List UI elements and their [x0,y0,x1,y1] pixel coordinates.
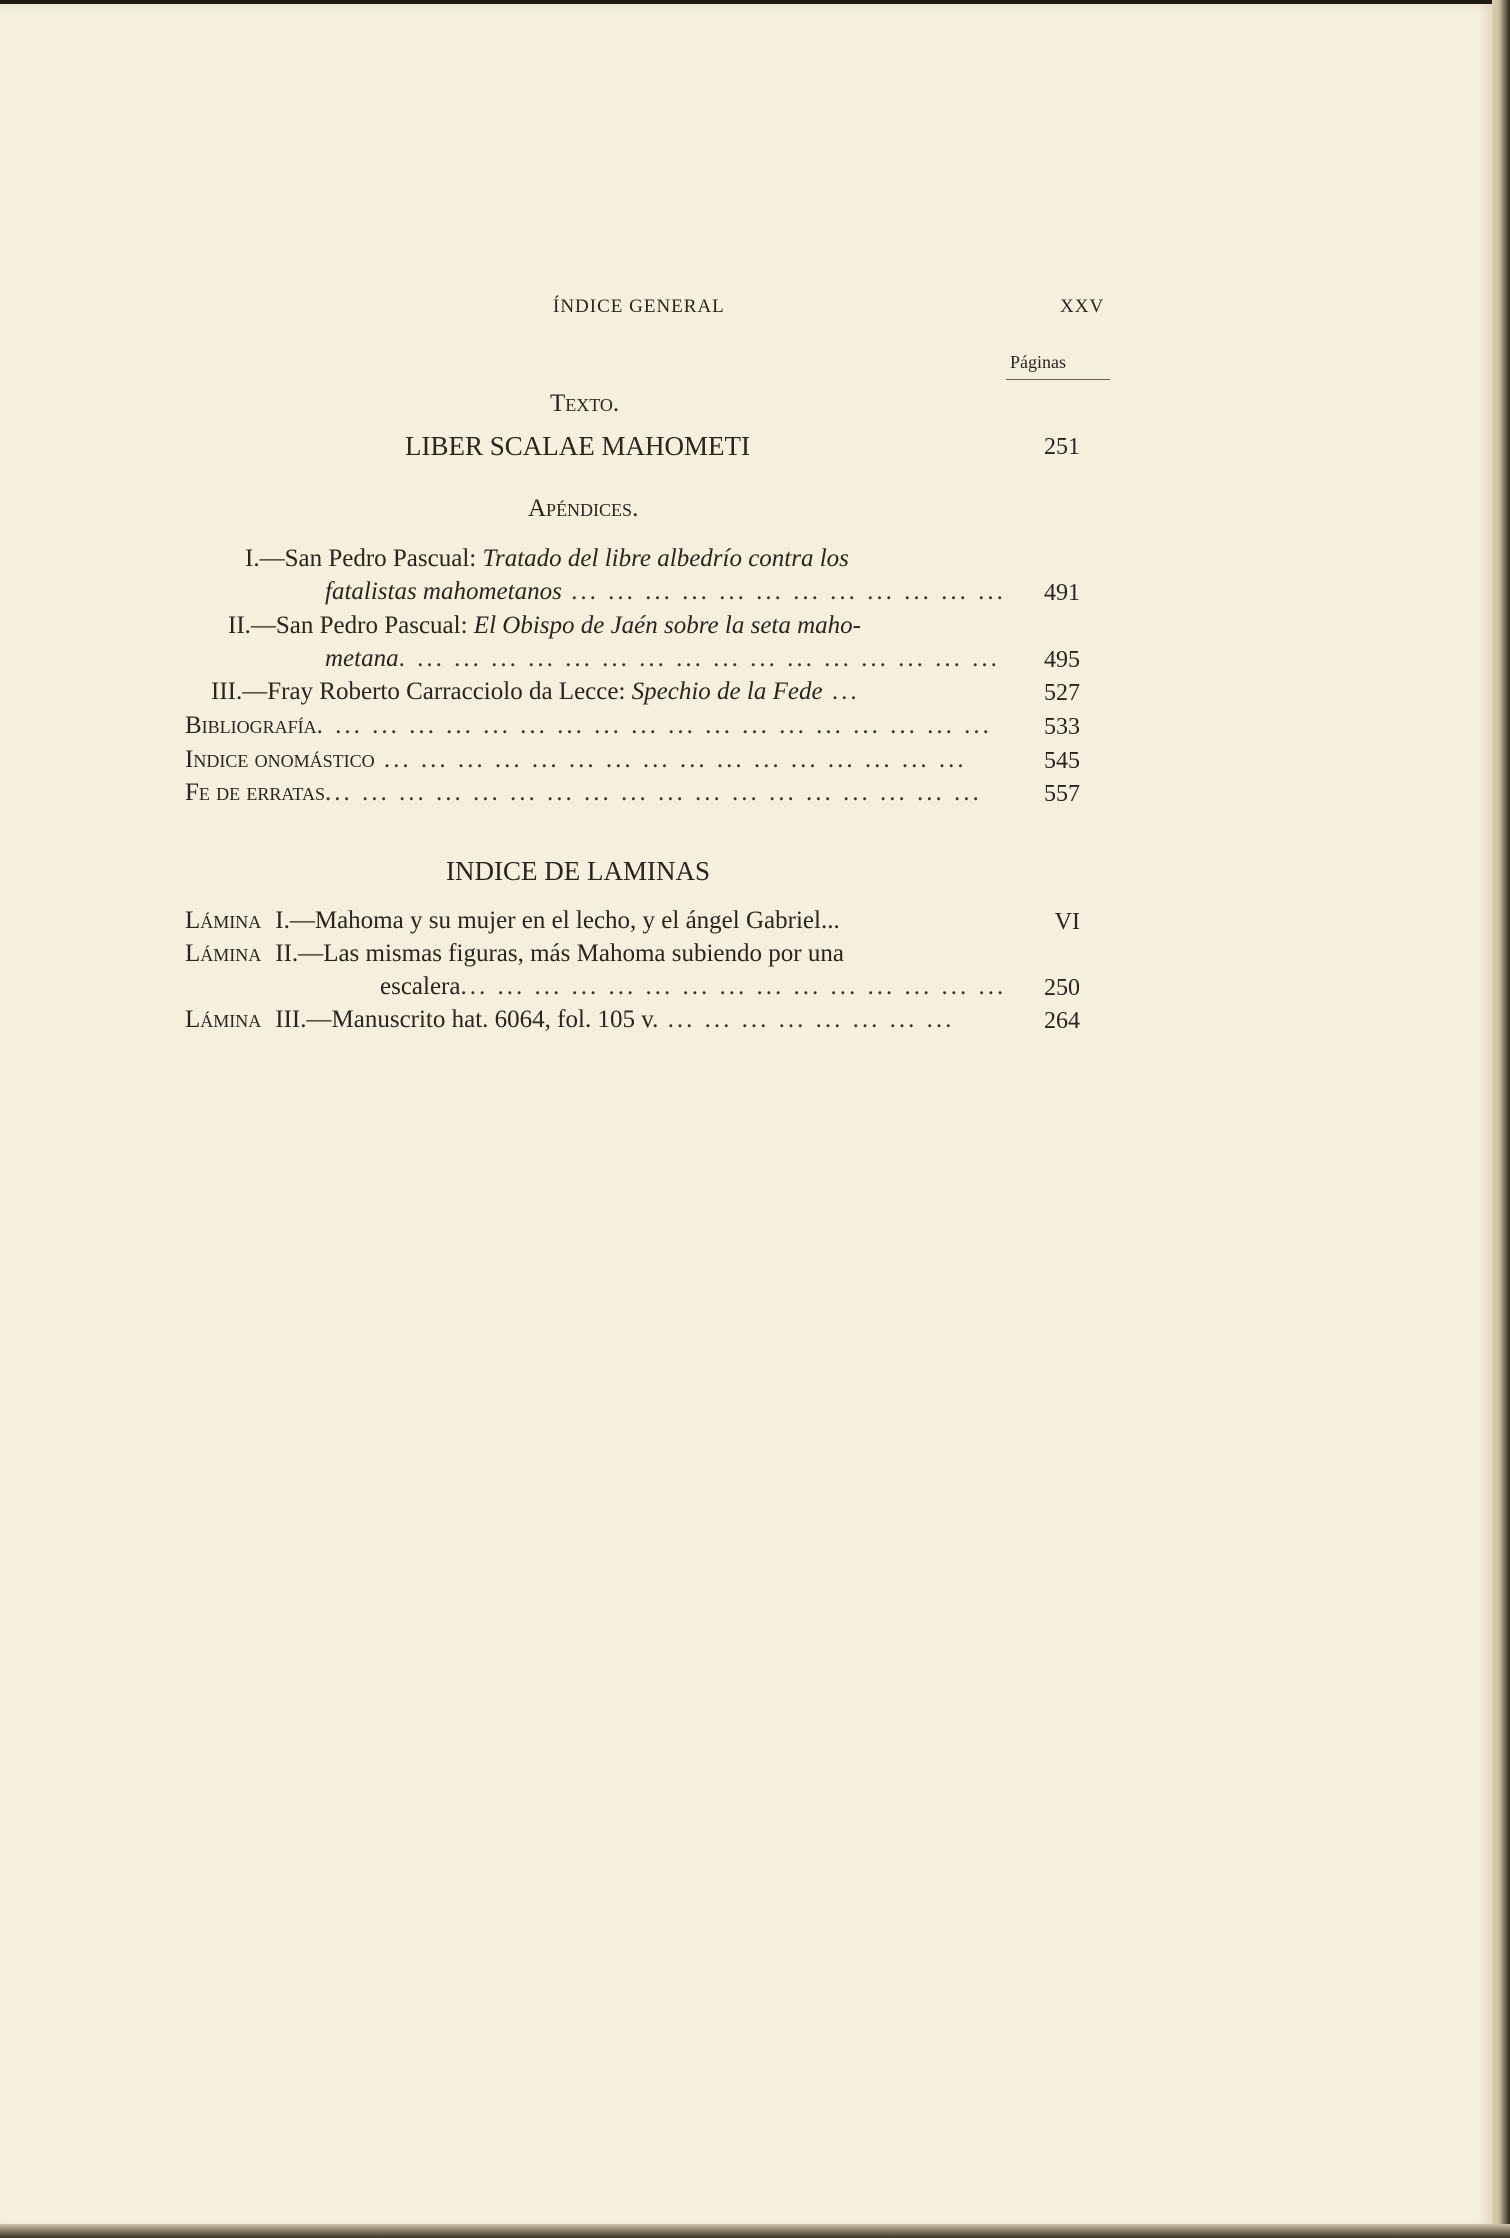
apendice-1-title-line2: fatalistas mahometanos [325,578,562,605]
page-numeral: XXV [1060,296,1105,317]
apendice-2-title-line2: metana [325,645,399,672]
lamina-3-label: Lámina [185,1006,262,1033]
indice-onomastico-entry [185,746,967,774]
fe-de-erratas-label: Fe de erratas [185,779,325,806]
apendice-2-leader: . ... ... ... ... ... ... ... ... ... ... ... ... ... ... ... ... [398,645,1000,672]
apendice-1-author: San Pedro Pascual: [284,545,483,572]
lamina-2-line2 [380,973,1006,1001]
pages-column-label: Páginas [1010,352,1066,372]
lamina-3-number: III.— [275,1006,332,1033]
apendices-section-label: Apéndices. [528,495,639,522]
lamina-2-line1 [185,940,844,968]
indice-onomastico-label: Indice onomástico [185,746,375,773]
lamina-2-text: Las mismas figuras, más Mahoma subiendo por una [323,940,844,967]
indice-onomastico-leader: ... ... ... ... ... ... ... ... ... ... ... ... ... ... ... ... [374,746,967,773]
book-page [0,4,1492,2230]
indice-onomastico-page: 545 [1044,748,1080,774]
apendice-2-line1 [228,612,861,640]
apendice-3-line1 [211,678,860,706]
apendice-1-title-line1: Tratado del libre albedrío contra los [482,545,849,572]
texto-entry-title: LIBER SCALAE MAHOMETI [405,431,750,461]
texto-entry-page: 251 [1044,434,1080,460]
apendice-1-page: 491 [1044,580,1080,606]
apendice-3-leader: ... [822,678,860,705]
running-title: ÍNDICE GENERAL [553,296,725,317]
fe-de-erratas-leader: ... ... ... ... ... ... ... ... ... ... ... ... ... ... ... ... ... ... [324,779,982,806]
fe-de-erratas-entry [185,779,982,807]
apendice-3-page: 527 [1044,680,1080,706]
apendice-2-number: II.— [228,612,276,639]
lamina-2-number: II.— [275,940,324,967]
lamina-1-page: VI [1054,909,1080,935]
apendice-3-author: Fray Roberto Carracciolo da Lecce: [267,678,632,705]
lamina-3-leader: ... ... ... ... ... ... ... ... [658,1006,955,1033]
apendice-1-line2 [325,578,1006,606]
page-edge-bottom [0,2224,1510,2238]
texto-section-label: Texto. [550,390,620,417]
fe-de-erratas-page: 557 [1044,781,1080,807]
apendice-1-line1 [245,545,849,573]
apendice-2-title-line1: El Obispo de Jaén sobre la seta maho- [473,612,862,639]
lamina-2-page: 250 [1044,975,1080,1001]
apendice-3-number: III.— [211,678,268,705]
pages-label-rule [1006,379,1110,380]
lamina-3-text: Manuscrito hat. 6064, fol. 105 v. [331,1006,659,1033]
bibliografia-label: Bibliografía [185,712,317,739]
apendice-2-author: San Pedro Pascual: [275,612,474,639]
lamina-1-text: Mahoma y su mujer en el lecho, y el ángel Gabriel... [314,907,840,934]
lamina-1-line1 [185,907,840,935]
page-edge-right [1492,0,1510,2238]
bibliografia-entry [185,712,992,740]
apendice-3-title-line1: Spechio de la Fede [631,678,823,705]
lamina-1-label: Lámina [185,907,262,934]
lamina-1-number: I.— [275,907,315,934]
lamina-2-label: Lámina [185,940,262,967]
apendice-1-leader: ... ... ... ... ... ... ... ... ... ... ... ... [561,578,1006,605]
lamina-2-text-line2: escalera [380,973,461,1000]
laminas-heading: INDICE DE LAMINAS [446,856,710,886]
bibliografia-page: 533 [1044,714,1080,740]
apendice-1-number: I.— [245,545,285,572]
lamina-2-leader: ... ... ... ... ... ... ... ... ... ... ... ... ... ... ... [460,973,1007,1000]
apendice-2-line2 [325,645,1000,673]
lamina-3-page: 264 [1044,1008,1080,1034]
apendice-2-page: 495 [1044,647,1080,673]
bibliografia-leader: . ... ... ... ... ... ... ... ... ... ... ... ... ... ... ... ... ... ... [316,712,992,739]
lamina-3-line1 [185,1006,954,1034]
